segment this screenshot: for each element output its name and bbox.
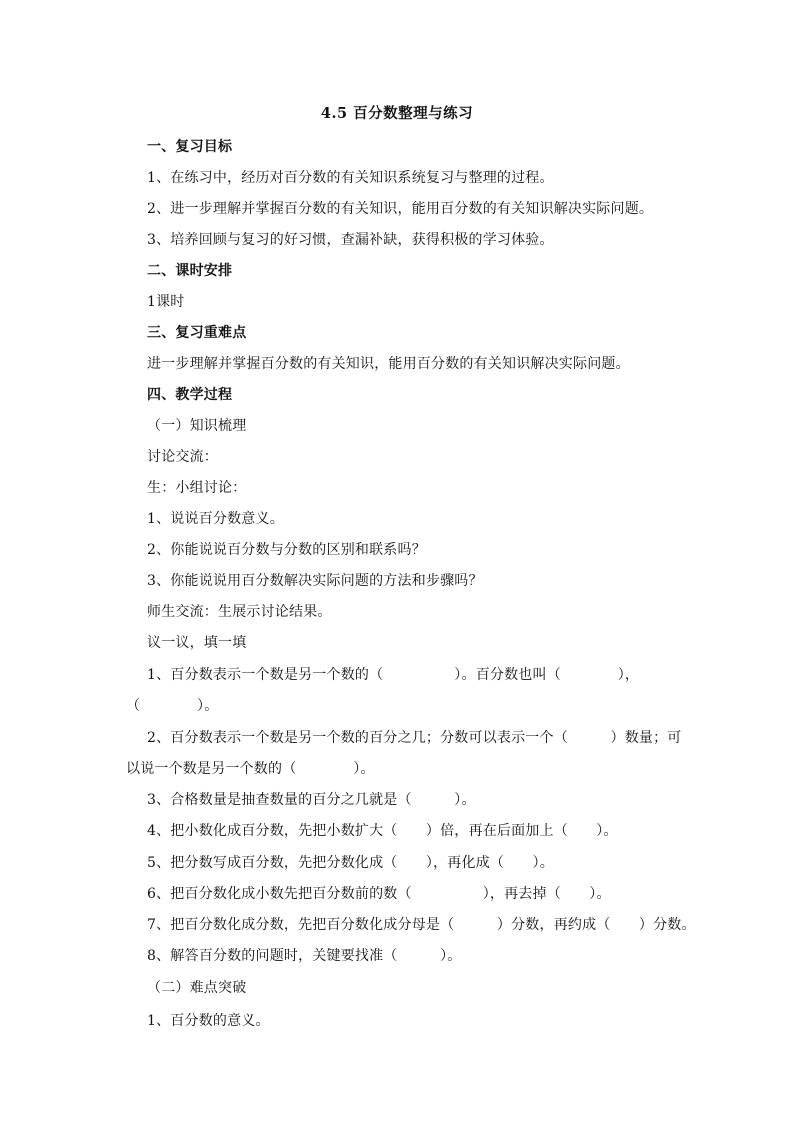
student-label: 生：小组讨论： (147, 480, 247, 496)
fill-item-2-cont: 以说一个数是另一个数的（ ）。 (126, 761, 375, 777)
fill-item-8: 8、解答百分数的问题时，关键要找准（ ）。 (147, 948, 462, 964)
discussion-label: 讨论交流： (147, 449, 218, 465)
fill-title: 议一议，填一填 (147, 635, 247, 651)
goal-item-2: 2、进一步理解并掌握百分数的有关知识，能用百分数的有关知识解决实际问题。 (147, 201, 654, 217)
question-2: 2、你能说说百分数与分数的区别和联系吗？ (147, 542, 426, 558)
fill-item-2: 2、百分数表示一个数是另一个数的百分之几；分数可以表示一个（ ）数量；可 (147, 730, 682, 746)
schedule-text: 1课时 (147, 294, 185, 310)
exchange-text: 师生交流：生展示讨论结果。 (147, 604, 332, 620)
question-1: 1、说说百分数意义。 (147, 511, 284, 527)
fill-item-5: 5、把分数写成百分数，先把分数化成（ ），再化成（ ）。 (147, 855, 554, 871)
heading-review-goals: 一、复习目标 (147, 139, 233, 155)
fill-item-7: 7、把百分数化成分数，先把百分数化成分母是（ ）分数，再约成（ ）分数。 (147, 917, 696, 933)
fill-item-6: 6、把百分数化成小数先把百分数前的数（ ），再去掉（ ）。 (147, 886, 611, 902)
page-title: 4.5 百分数整理与练习 (320, 105, 474, 122)
goal-item-3: 3、培养回顾与复习的好习惯，查漏补缺，获得积极的学习体验。 (147, 232, 554, 248)
goal-item-1: 1、在练习中，经历对百分数的有关知识系统复习与整理的过程。 (147, 170, 554, 186)
heading-key-points: 三、复习重难点 (147, 325, 247, 341)
fill-item-3: 3、合格数量是抽查数量的百分之几就是（ ）。 (147, 792, 476, 808)
meaning-item: 1、百分数的意义。 (147, 1013, 270, 1029)
fill-item-1: 1、百分数表示一个数是另一个数的（ ）。百分数也叫（ ）， (147, 667, 640, 683)
fill-item-1-cont: （ ）。 (126, 698, 219, 714)
heading-schedule: 二、课时安排 (147, 263, 233, 279)
process-part1: （一）知识梳理 (147, 418, 247, 434)
process-part2: （二）难点突破 (147, 980, 247, 996)
key-points-text: 进一步理解并掌握百分数的有关知识，能用百分数的有关知识解决实际问题。 (147, 356, 630, 372)
question-3: 3、你能说说用百分数解决实际问题的方法和步骤吗？ (147, 573, 483, 589)
heading-process: 四、教学过程 (147, 387, 233, 403)
fill-item-4: 4、把小数化成百分数，先把小数扩大（ ）倍，再在后面加上（ ）。 (147, 823, 618, 839)
